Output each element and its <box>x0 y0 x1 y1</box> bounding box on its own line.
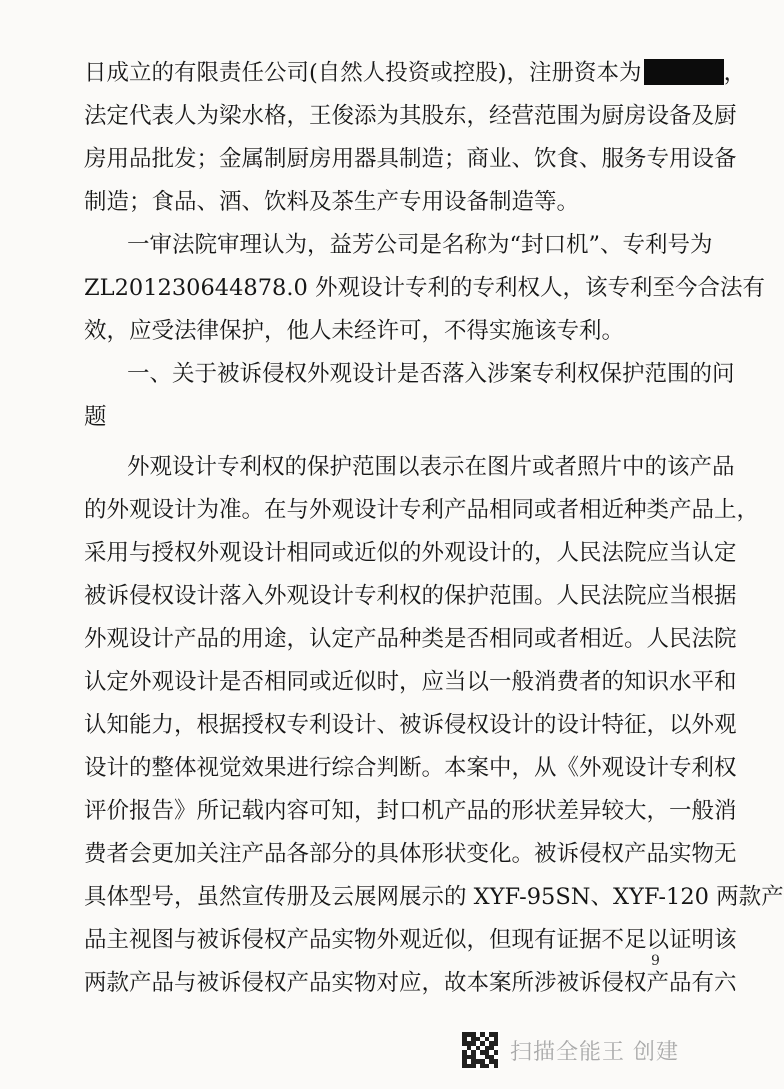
text-line: 法定代表人为梁水格，王俊添为其股东，经营范围为厨房设备及厨 <box>84 103 737 129</box>
text-line: 外观设计产品的用途，认定产品种类是否相同或者相近。人民法院 <box>84 626 737 652</box>
text-line: 费者会更加关注产品各部分的具体形状变化。被诉侵权产品实物无 <box>84 841 737 867</box>
scanner-watermark <box>460 1030 679 1070</box>
text-line: 两款产品与被诉侵权产品实物对应，故本案所涉被诉侵权产品有六 <box>84 970 737 996</box>
text-line: ZL201230644878.0 外观设计专利的专利权人，该专利至今合法有 <box>84 275 765 301</box>
watermark-text: 扫描全能王 创建 <box>510 1039 679 1065</box>
page-number: 9 <box>651 953 660 969</box>
qr-code-icon <box>460 1030 500 1070</box>
text-line: 具体型号，虽然宣传册及云展网展示的 XYF-95SN、XYF-120 两款产 <box>84 884 784 910</box>
text-line: 一审法院审理认为，益芳公司是名称为“封口机”、专利号为 <box>127 232 713 258</box>
text-line: 认定外观设计是否相同或近似时，应当以一般消费者的知识水平和 <box>84 669 737 695</box>
text-line: 制造；食品、酒、饮料及茶生产专用设备制造等。 <box>84 189 580 215</box>
text-line: 房用品批发；金属制厨房用器具制造；商业、饮食、服务专用设备 <box>84 146 737 172</box>
text-line: 日成立的有限责任公司(自然人投资或控股)，注册资本为 ， <box>84 60 747 86</box>
text-line: 的外观设计为准。在与外观设计专利产品相同或者相近种类产品上， <box>84 497 760 523</box>
section-heading-line: 题 <box>84 404 107 430</box>
text-line: 品主视图与被诉侵权产品实物外观近似，但现有证据不足以证明该 <box>84 927 737 953</box>
text-line: 采用与授权外观设计相同或近似的外观设计的，人民法院应当认定 <box>84 540 737 566</box>
text-line: 被诉侵权设计落入外观设计专利权的保护范围。人民法院应当根据 <box>84 583 737 609</box>
redaction-box <box>644 59 724 85</box>
section-heading-line: 一、关于被诉侵权外观设计是否落入涉案专利权保护范围的问 <box>127 361 735 387</box>
text-line: 认知能力，根据授权专利设计、被诉侵权设计的设计特征，以外观 <box>84 712 737 738</box>
text-line: 设计的整体视觉效果进行综合判断。本案中，从《外观设计专利权 <box>84 755 737 781</box>
text-line: 外观设计专利权的保护范围以表示在图片或者照片中的该产品 <box>127 454 735 480</box>
text-line: 效，应受法律保护，他人未经许可，不得实施该专利。 <box>84 318 625 344</box>
text-line: 评价报告》所记载内容可知，封口机产品的形状差异较大，一般消 <box>84 798 737 824</box>
